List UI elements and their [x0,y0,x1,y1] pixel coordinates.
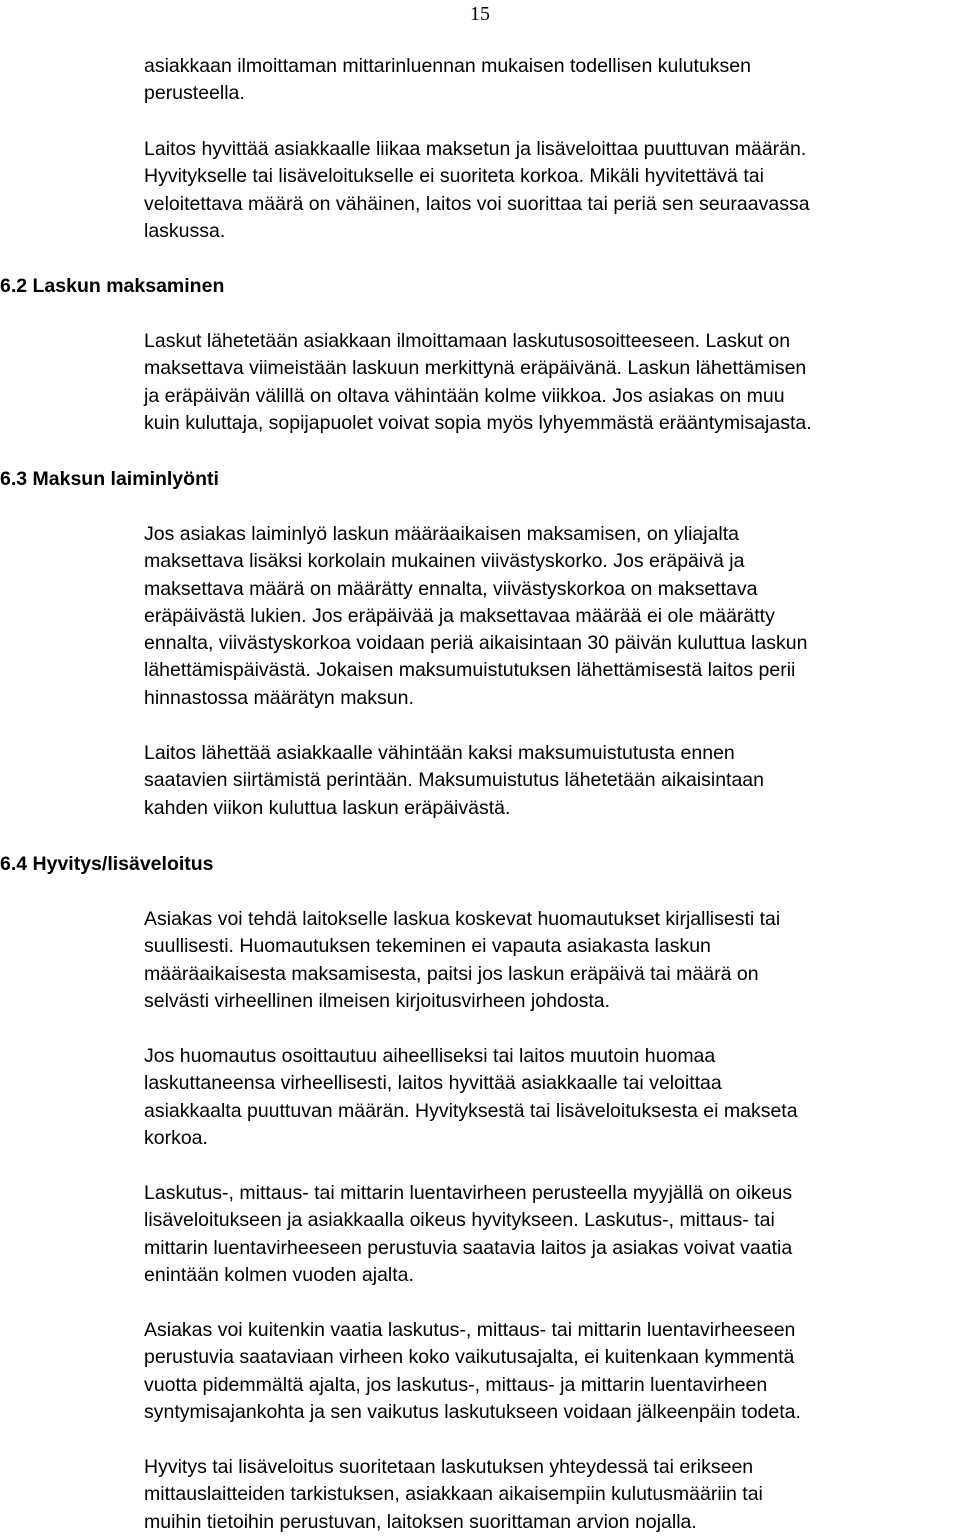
paragraph-billing-errors: Laskutus-, mittaus- tai mittarin luentavirheen perusteella myyjällä on oikeus lisäveloitukseen ja asiakkaalla oikeus hyvitykseen. Laskutus-, mittaus- tai mittarin luentavirheeseen perustuvia saatavia laitos ja asiakas voivat vaatia enintään kolmen vuoden ajalta. [144,1182,793,1286]
paragraph-error-claim-period: Asiakas voi kuitenkin vaatia laskutus-, mittaus- tai mittarin luentavirheeseen perustuvia saataviaan virheen koko vaikutusajalta, ei kuitenkaan kymmentä vuotta pidemmältä ajalta, jos laskutus-, mittaus- ja mittarin luentavirheen syntymisajankohta ja sen vaikutus laskutukseen voidaan jälkeenpäin todeta. [144,1319,801,1423]
section-heading-6-3: 6.3 Maksun laiminlyönti [0,468,219,490]
paragraph-complaints: Asiakas voi tehdä laitokselle laskua koskevat huomautukset kirjallisesti tai suullisesti. Huomautuksen tekeminen ei vapauta asiakasta laskun määräaikaisesta maksamisesta, paitsi jos laskun eräpäivä tai määrä on selvästi virheellinen ilmeisen kirjoitusvirheen johdosta. [144,908,781,1012]
paragraph-payment-reminders: Laitos lähettää asiakkaalle vähintään kaksi maksumuistutusta ennen saatavien siirtämistä perintään. Maksumuistutus lähetetään aikaisintaan kahden viikon kuluttua laskun eräpäivästä. [144,742,765,819]
paragraph-justified-complaint: Jos huomautus osoittautuu aiheelliseksi tai laitos muutoin huomaa laskuttaneensa virheellisesti, laitos hyvittää asiakkaalle tai veloittaa asiakkaalta puuttuvan määrän. Hyvityksestä tai lisäveloituksesta ei makseta korkoa. [144,1045,798,1149]
paragraph-credit-rebill: Laitos hyvittää asiakkaalle liikaa maksetun ja lisäveloittaa puuttuvan määrän. Hyvitykselle tai lisäveloitukselle ei suoriteta korkoa. Mikäli hyvitettävä tai veloitettava määrä on vähäinen, laitos voi suorittaa tai periä sen seuraavassa laskussa. [144,138,810,242]
section-heading-6-2: 6.2 Laskun maksaminen [0,275,225,297]
section-heading-6-4: 6.4 Hyvitys/lisäveloitus [0,853,214,875]
paragraph-late-interest: Jos asiakas laiminlyö laskun määräaikaisen maksamisen, on yliajalta maksettava lisäksi korkolain mukainen viivästyskorko. Jos eräpäivä ja maksettava määrä on määrätty ennalta, viivästyskorkoa on maksettava eräpäivästä lukien. Jos eräpäivää ja maksettavaa määrää ei ole määrätty ennalta, viivästyskorkoa voidaan periä aikaisintaan 30 päivän kuluttua laskun lähettämispäivästä. Jokaisen maksumuistutuksen lähettämisestä laitos perii hinnastossa määrätyn maksun. [144,523,808,709]
paragraph-invoice-delivery: Laskut lähetetään asiakkaan ilmoittamaan laskutusosoitteeseen. Laskut on maksettava viimeistään laskuun merkittynä eräpäivänä. Laskun lähettämisen ja eräpäivän välillä on oltava vähintään kolme viikkoa. Jos asiakas on muu kuin kuluttaja, sopijapuolet voivat sopia myös lyhyemmästä erääntymisajasta. [144,330,812,434]
paragraph-credit-settlement: Hyvitys tai lisäveloitus suoritetaan laskutuksen yhteydessä tai erikseen mittauslaitteiden tarkistuksen, asiakkaan aikaisempiin kulutusmääriin tai muihin tietoihin perustuvan, laitoksen suorittaman arvion nojalla. [144,1456,763,1533]
paragraph-carryover: asiakkaan ilmoittaman mittarinluennan mukaisen todellisen kulutuksen perusteella. [144,55,751,105]
page-number: 15 [470,3,490,25]
